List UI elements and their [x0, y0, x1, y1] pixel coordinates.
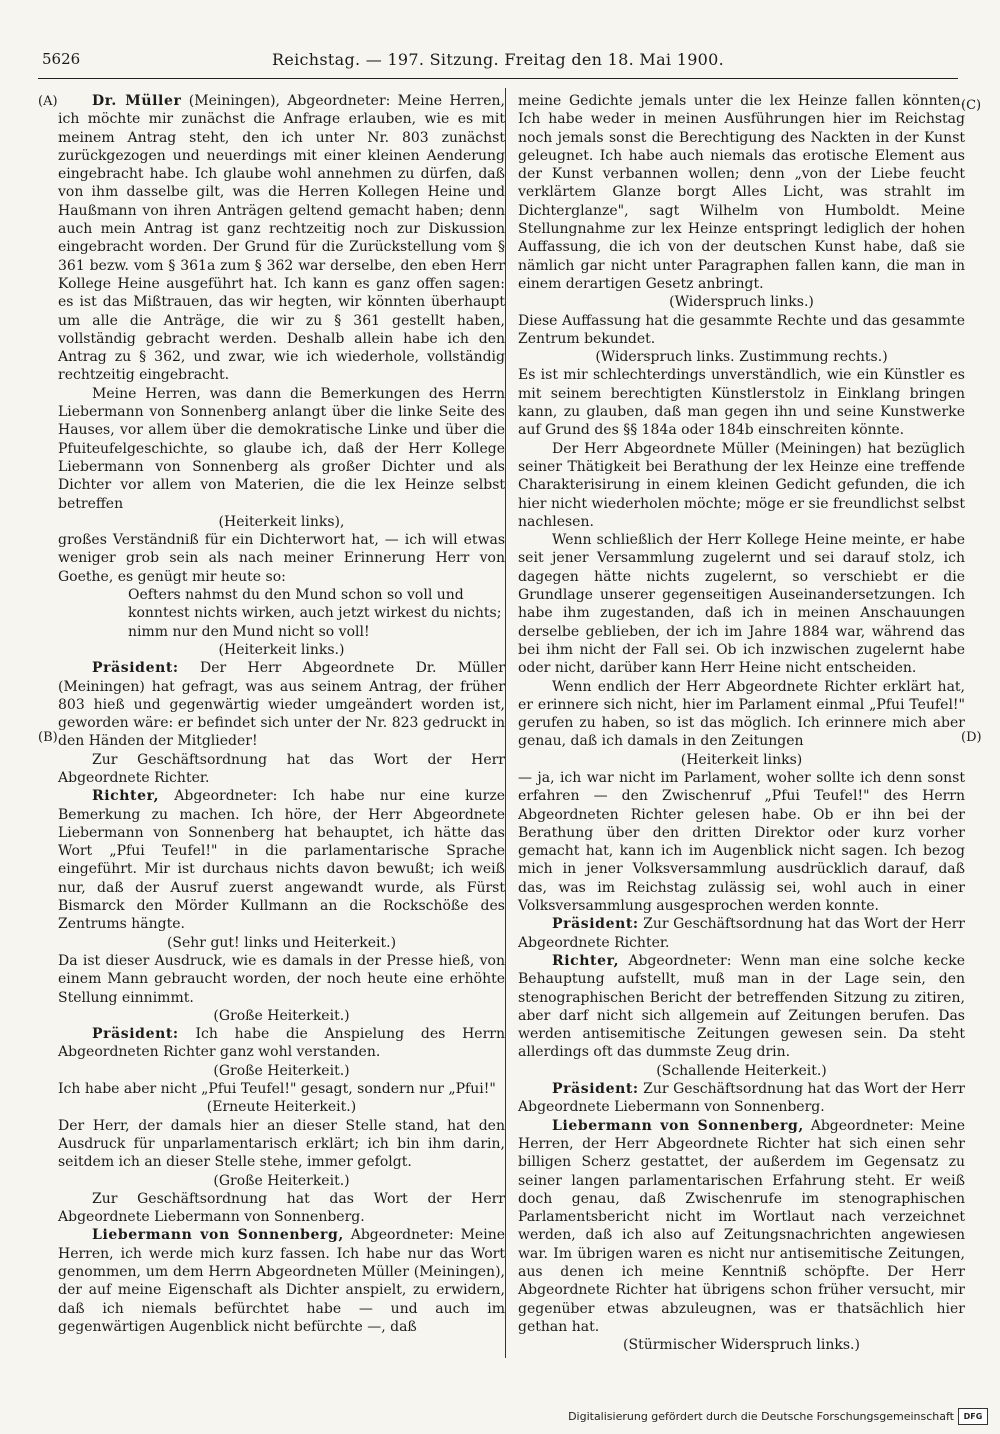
reaction: (Widerspruch links.) — [669, 294, 814, 311]
speaker-name: Präsident: — [92, 1026, 179, 1043]
paragraph: Zur Geschäftsordnung hat das Wort der Herr Abgeordnete Liebermann von Sonnenberg. — [58, 1190, 505, 1226]
paragraph — [58, 92, 505, 385]
reaction: (Heiterkeit links.) — [218, 641, 345, 658]
speaker-name: Präsident: — [552, 1081, 639, 1098]
speaker-name: Präsident: — [552, 916, 639, 933]
margin-marker-a: (A) — [38, 94, 58, 109]
paragraph: Es ist mir schlechterdings unverständlich, wie ein Künstler es mit seinem berechtigten Künstlerstolz in Einklang bringen kann, zu glauben, daß man gegen ihn und seine Kunstwerke auf Grund des §§ 184a oder 184b einschreiten könnte. — [518, 367, 965, 439]
paragraph: Der Herr Abgeordnete Müller (Meiningen) hat bezüglich seiner Thätigkeit bei Berathung der lex Heinze eine treffende Charakterisirung in einem kleinen Gedicht gefunden, die ich hier nicht wiederholen möchte; möge er sie freundlichst selbst nachlesen. — [518, 440, 965, 530]
paragraph: Wenn schließlich der Herr Kollege Heine meinte, er habe seit jener Versammlung zugelernt und sei darauf stolz, ich dagegen hätte nichts zugelernt, so verschiebt er die Grundlage unserer gegenseitigen Auseinandersetzungen. Ich habe ihm zugestanden, daß ich in meinen Anschauungen derselbe geblieben, der ich im Jahre 1884 war, während das bei ihm nicht der Fall sei. Ob ich inzwischen zugelernt habe oder nicht, darüber kann Herr Heine nicht entscheiden. — [518, 532, 965, 677]
speech-text: Der Herr Abgeordnete Dr. Müller (Meiningen) hat gefragt, was aus seinem Antrag, der früher 803 hieß und gegenwärtig wieder umgeändert worden ist, geworden wäre: er befindet sich unter der Nr. 823 gedruckt in den Händen der Mitglieder! — [58, 660, 505, 750]
page-number: 5626 — [42, 50, 81, 68]
running-title: Reichstag. — 197. Sitzung. Freitag den 18. Mai 1900. — [271, 50, 725, 69]
paragraph: Diese Auffassung hat die gesammte Rechte und das gesammte Zentrum bekundet. — [518, 312, 965, 347]
reaction: (Stürmischer Widerspruch links.) — [623, 1337, 860, 1354]
speaker-name: Präsident: — [92, 660, 179, 677]
margin-marker-c: (C) — [961, 98, 982, 113]
reaction: (Erneute Heiterkeit.) — [206, 1099, 357, 1116]
reaction: (Heiterkeit links), — [218, 513, 345, 530]
paragraph — [518, 1117, 965, 1337]
speech-text: Ich habe die Anspielung des Herrn Abgeordneten Richter ganz wohl verstanden. — [58, 1026, 505, 1061]
reaction: (Sehr gut! links und Heiterkeit.) — [166, 934, 397, 951]
paragraph: Ich habe aber nicht „Pfui Teufel!" gesagt, sondern nur „Pfui!" — [58, 1081, 496, 1098]
page-header — [38, 46, 958, 79]
paragraph — [58, 787, 505, 933]
reaction: (Schallende Heiterkeit.) — [656, 1062, 827, 1079]
paragraph: Zur Geschäftsordnung hat das Wort der Herr Abgeordnete Richter. — [58, 751, 505, 786]
speech-text: Abgeordneter: Meine Herren, ich werde mich kurz fassen. Ich habe nur das Wort genommen, um dem Herrn Abgeordneten Müller (Meiningen), der auf meine Eigenschaft als Dichter anspielt, zu erwidern, daß ich niemals befürchtet habe — und auch im gegenwärtigen Augenblick nicht befürchte —, daß — [58, 1227, 505, 1335]
speaker-name: Richter, — [552, 952, 620, 969]
margin-marker-b: (B) — [38, 730, 58, 745]
reaction: (Große Heiterkeit.) — [213, 1062, 350, 1079]
reaction: (Widerspruch links. Zustimmung rechts.) — [595, 349, 888, 366]
paragraph — [518, 915, 965, 952]
paragraph: Wenn endlich der Herr Abgeordnete Richter erklärt hat, er erinnere sich nicht, hier im Parlament einmal „Pfui Teufel!" gerufen zu haben, so ist das möglich. Ich erinnere mich aber genau, daß ich damals in den Zeitungen — [518, 678, 965, 750]
paragraph: Der Herr, der damals hier an dieser Stelle stand, hat den Ausdruck für unparlamentarisch erklärt; ich bin ihm darin, seitdem ich an dieser Stelle stehe, immer gefolgt. — [58, 1117, 505, 1171]
paragraph: Da ist dieser Ausdruck, wie es damals in der Presse hieß, von einem Mann gebraucht worden, der noch heute eine erhöhte Stellung einnimmt. — [58, 952, 505, 1006]
paragraph: Meine Herren, was dann die Bemerkungen des Herrn Liebermann von Sonnenberg anlangt über die linke Seite des Hauses, vor allem über die demokratische Linke und über die Pfuiteufelgeschichte, so glaube ich, daß der Herr Kollege Liebermann von Sonnenberg als großer Dichter und als Dichter vor allem von Materien, die die lex Heinze selbst betreffen — [58, 385, 505, 512]
speech-text: (Meiningen), Abgeordneter: Meine Herren, ich möchte mir zunächst die Anfrage erlauben, wie es mit meinem Antrag steht, den ich unter Nr. 803 zunächst zurückgezogen und neuerdings mit einer kleinen Aenderung eingebracht habe. Ich glaube wohl annehmen zu dürfen, daß von ihm dasselbe gilt, was die Herren Kollegen Heine und Haußmann von ihren Anträgen geltend gemacht haben; denn auch mein Antrag ist ganz rechtzeitig noch zur Diskussion eingebracht worden. Der Grund für die Zurückstellung vom § 361 bezw. vom § 361a zum § 362 war derselbe, den eben Herr Kollege Heine ausgeführt hat. Ich kann es ganz offen sagen: es ist das Mißtrauen, das wir hegten, wir könnten überhaupt um alle die Anträge, die wir zu § 361 gestellt haben, vollständig gebracht werden. Deshalb allein habe ich den Antrag zu § 362, und zwar, wie ich wiederhole, vollständig rechtzeitig eingebracht. — [58, 93, 506, 384]
paragraph: — ja, ich war nicht im Parlament, woher sollte ich denn sonst erfahren — den Zwischenruf „Pfui Teufel!" des Herrn Abgeordneten Richter gelesen habe. Ob er ihn bei der Berathung über den dritten Direktor oder kurz vorher gemacht hat, kann ich im Augenblick nicht sagen. Ich bezog mich in jener Volksversammlung ausdrücklich darauf, daß das, was im Reichstag zulässig sei, wohl auch in einer Volksversammlung ausgesprochen werden konnte. — [518, 769, 965, 915]
speaker-name: Dr. Müller — [92, 93, 182, 109]
paragraph — [58, 659, 505, 750]
paragraph — [518, 1080, 965, 1117]
column-divider — [505, 88, 506, 1358]
left-column — [58, 92, 505, 1336]
reaction: (Große Heiterkeit.) — [213, 1007, 350, 1024]
paragraph — [58, 1226, 505, 1336]
reaction: (Große Heiterkeit.) — [213, 1172, 350, 1189]
speaker-name: Richter, — [92, 788, 160, 805]
speech-text: Abgeordneter: Ich habe nur eine kurze Bemerkung zu machen. Ich höre, der Herr Abgeordnete Liebermann von Sonnenberg hat behauptet, ich hätte das Wort „Pfui Teufel!" in die parlamentarische Sprache eingeführt. Mir ist durchaus nichts davon bewußt; ich weiß nur, daß der Ausruf zuerst angewandt wurde, als Fürst Bismarck den Mörder Kullmann an die Rockschöße des Zentrums hängte. — [58, 788, 505, 933]
margin-marker-d: (D) — [961, 730, 982, 745]
verse-line: nimm nur den Mund nicht so voll! — [128, 623, 370, 640]
paragraph: großes Verständniß für ein Dichterwort hat, — ich will etwas weniger grob sein als nach meiner Erinnerung Herr von Goethe, es genügt mir heute so: — [58, 532, 505, 585]
speech-text: Abgeordneter: Wenn man eine solche kecke Behauptung aufstellt, muß man in der Lage sein, den stenographischen Bericht der betreffenden Sitzung zu zitiren, aber darf nicht sich allgemein auf Zeitungen berufen. Das werden antisemitische Zeitungen gewesen sein. Da steht allerdings oft das dummste Zeug drin. — [518, 952, 965, 1061]
verse-line: Oefters nahmst du den Mund schon so voll und — [128, 587, 464, 604]
paragraph — [58, 1025, 505, 1062]
speaker-name: Liebermann von Sonnenberg, — [92, 1227, 344, 1244]
dfg-logo-icon: DFG — [958, 1408, 988, 1425]
paragraph — [518, 952, 965, 1062]
right-column — [518, 92, 965, 1354]
verse-line: konntest nichts wirken, auch jetzt wirkest du nichts; — [128, 605, 502, 622]
reaction: (Heiterkeit links) — [680, 751, 803, 768]
paragraph: meine Gedichte jemals unter die lex Heinze fallen könnten. Ich habe weder in meinen Ausführungen hier im Reichstag noch jemals sonst die Berechtigung des Nackten in der Kunst geleugnet. Ich habe auch niemals das erotische Element aus der Kunst verbannen wollen; denn „von der Liebe feucht verklärtem Glanze borgt Alles Licht, was strahlt im Dichterglanze", sagt Wilhelm von Humboldt. Meine Stellungnahme zur lex Heinze entspringt lediglich der hohen Auffassung, die ich von der deutschen Kunst habe, daß sie nämlich gar nicht unter Paragraphen fallen kann, die man in einem derartigen Gesetz anbringt. — [518, 93, 965, 292]
speech-text: Zur Geschäftsordnung hat das Wort der Herr Abgeordnete Richter. — [518, 916, 965, 951]
speech-text: Abgeordneter: Meine Herren, der Herr Abgeordnete Richter hat sich einen sehr billigen Scherz gestattet, der außerdem im Gegensatz zu seiner langen parlamentarischen Erfahrung steht. Er weiß doch genau, daß Zwischenrufe im stenographischen Parlamentsbericht nicht im Wortlaut nach verzeichnet werden, daß ich also auf Zeitungsnachrichten angewiesen war. Im übrigen waren es nicht nur antisemitische Zeitungen, aus denen ich meine Kenntniß schöpfte. Der Herr Abgeordnete Richter hat übrigens schon früher versucht, mir gegenüber etwas abzuleugnen, was er thatsächlich hier gethan hat. — [518, 1117, 965, 1335]
footer-credit: Digitalisierung gefördert durch die Deutsche Forschungsgemeinschaft — [568, 1410, 954, 1423]
speaker-name: Liebermann von Sonnenberg, — [552, 1117, 804, 1134]
speech-text: Zur Geschäftsordnung hat das Wort der Herr Abgeordnete Liebermann von Sonnenberg. — [518, 1081, 965, 1116]
